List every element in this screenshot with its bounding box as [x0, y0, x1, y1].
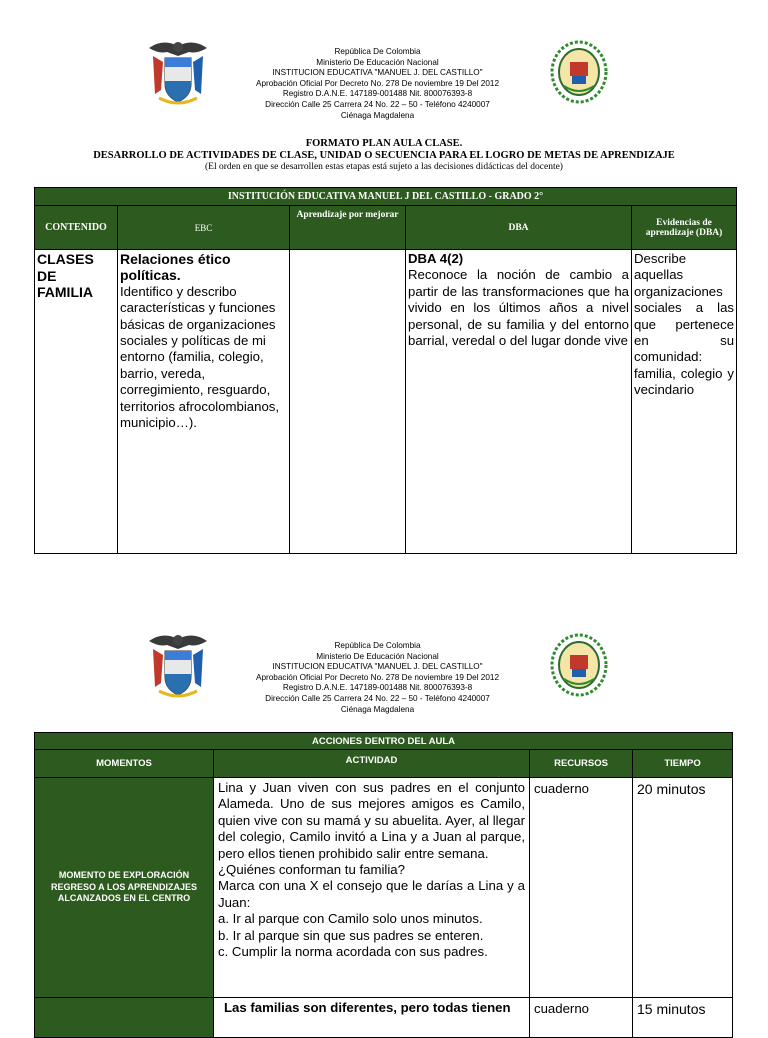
letterhead-line: Aprobación Oficial Por Decreto No. 278 De noviembre 19 Del 2012 [255, 78, 500, 88]
letterhead-line: Ciénaga Magdalena [340, 704, 415, 714]
letterhead-line: República De Colombia [334, 641, 421, 650]
dba-title: DBA 4(2) [408, 251, 464, 266]
momento-exploracion: MOMENTO DE EXPLORACIÓN REGRESO A LOS APRENDIZAJES ALCANZADOS EN EL CENTRO [35, 778, 214, 998]
letterhead-line: Ministerio De Educación Nacional [316, 57, 439, 67]
actividad-cell [214, 778, 530, 998]
recursos-cell-2: cuaderno [530, 998, 633, 1038]
actividad-question: ¿Quiénes conforman tu familia? [218, 862, 405, 878]
form-note: (El orden en que se desarrollen estas etapas está sujeto a las decisiones didácticas del docente) [205, 162, 563, 172]
letterhead-top [0, 38, 768, 138]
option-b: b. Ir al parque sin que sus padres se enteren. [218, 927, 484, 943]
header-actividad: ACTIVIDAD [214, 750, 530, 778]
ebc-title: Relaciones ético políticas. [120, 251, 231, 284]
letterhead-line: Registro D.A.N.E. 147189-001488 Nit. 800076393-8 [282, 89, 473, 99]
letterhead-line: República De Colombia [334, 47, 421, 56]
actions-banner: ACCIONES DENTRO DEL AULA [35, 733, 733, 750]
table-banner: INSTITUCIÓN EDUCATIVA MANUEL J DEL CASTILLO - GRADO 2° [35, 188, 737, 206]
school-seal-icon [550, 633, 608, 697]
actividad-cell-2: Las familias son diferentes, pero todas tienen [214, 998, 530, 1038]
ebc-cell [118, 250, 290, 554]
tiempo-cell-2: 15 minutos [633, 998, 733, 1038]
letterhead-line: Aprobación Oficial Por Decreto No. 278 De noviembre 19 Del 2012 [255, 672, 500, 682]
dba-text: Reconoce la noción de cambio a partir de las transformaciones que ha vivido en los últimos años a nivel personal, de su familia y del entorno barrial, veredal o del lugar donde vive [408, 267, 629, 349]
school-seal-icon [550, 40, 608, 104]
header-dba: DBA [406, 206, 632, 250]
aprendizaje-cell [290, 250, 406, 554]
header-tiempo: TIEMPO [633, 750, 733, 778]
contenido-cell: CLASES DE FAMILIA [35, 250, 118, 554]
actions-table [34, 732, 733, 1038]
recursos-cell: cuaderno [530, 778, 633, 998]
actividad-paragraph: Lina y Juan viven con sus padres en el conjunto Alameda. Uno de sus mejores amigos es Camilo, quien vive con su mamá y su abuelita. Ayer, al llegar del colegio, Camilo invitó a Lina y a Juan al parque, pero ellos tienen prohibido salir entre semana. [218, 780, 525, 861]
colombia-coat-of-arms-icon [145, 38, 211, 110]
tiempo-cell: 20 minutos [633, 778, 733, 998]
actividad-instruction: Marca con una X el consejo que le darías a Lina y a Juan: [218, 878, 525, 910]
header-evidencias: Evidencias de aprendizaje (DBA) [632, 206, 737, 250]
letterhead-line: Ministerio De Educación Nacional [316, 651, 439, 661]
evidencias-cell: Describe aquellas organizaciones sociales a las que pertenece en su comunidad: familia, colegio y vecindario [632, 250, 737, 554]
header-recursos: RECURSOS [530, 750, 633, 778]
dba-cell [406, 250, 632, 554]
colombia-coat-of-arms-icon [145, 631, 211, 703]
letterhead-line: Registro D.A.N.E. 147189-001488 Nit. 800076393-8 [282, 683, 473, 693]
institution-letterhead [230, 641, 525, 715]
letterhead-line: Dirección Calle 25 Carrera 24 No. 22 – 50 - Teléfono 4240007 [265, 99, 490, 109]
header-aprendizaje: Aprendizaje por mejorar [290, 206, 406, 250]
momento-cell-2 [35, 998, 214, 1038]
letterhead-line: Dirección Calle 25 Carrera 24 No. 22 – 50 - Teléfono 4240007 [265, 693, 490, 703]
form-subtitle: DESARROLLO DE ACTIVIDADES DE CLASE, UNIDAD O SECUENCIA PARA EL LOGRO DE METAS DE APRENDIZAJE [93, 150, 675, 161]
letterhead-line: INSTITUCION EDUCATIVA "MANUEL J. DEL CASTILLO" [272, 68, 483, 78]
header-ebc: EBC [118, 206, 290, 250]
option-c: c. Cumplir la norma acordada con sus padres. [218, 944, 488, 960]
letterhead-line: INSTITUCION EDUCATIVA "MANUEL J. DEL CASTILLO" [272, 662, 483, 672]
header-contenido: CONTENIDO [35, 206, 118, 250]
plan-table [34, 187, 737, 554]
form-titles [0, 138, 768, 173]
header-momentos: MOMENTOS [35, 750, 214, 778]
institution-letterhead [230, 47, 525, 121]
form-title: FORMATO PLAN AULA CLASE. [305, 138, 463, 149]
letterhead-line: Ciénaga Magdalena [340, 110, 415, 120]
ebc-text: Identifico y describo características y funciones básicas de organizaciones sociales y políticas de mi entorno (familia, colegio, barrio, vereda, corregimiento, resguardo, territorios afrocolombianos, municipio…). [120, 283, 280, 431]
letterhead-bottom [0, 631, 768, 731]
option-a: a. Ir al parque con Camilo solo unos minutos. [218, 911, 483, 927]
